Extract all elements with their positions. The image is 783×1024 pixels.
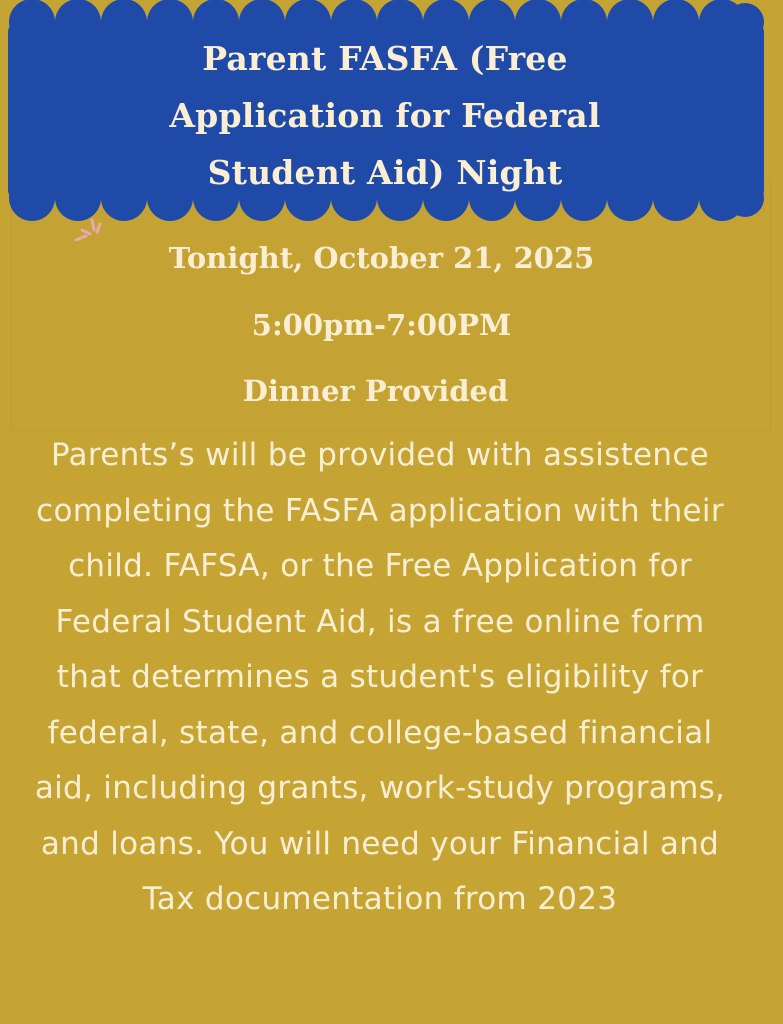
event-time: 5:00pm-7:00PM bbox=[251, 308, 512, 342]
banner-title: Parent FASFA (Free Application for Federal Student Aid) Night bbox=[169, 39, 601, 192]
dinner-provided: Dinner Provided bbox=[242, 374, 509, 408]
event-date: Tonight, October 21, 2025 bbox=[168, 241, 595, 275]
event-description: Parents’s will be provided with assistence completing the FASFA application with their child. FAFSA, or the Free Application for Federal Student Aid, is a free online form that determines a student's eligibility for federal, state, and college-based financial aid, including grants, work-study programs, and loans. You will need your Financial and Tax documentation from 2023 bbox=[34, 437, 726, 917]
